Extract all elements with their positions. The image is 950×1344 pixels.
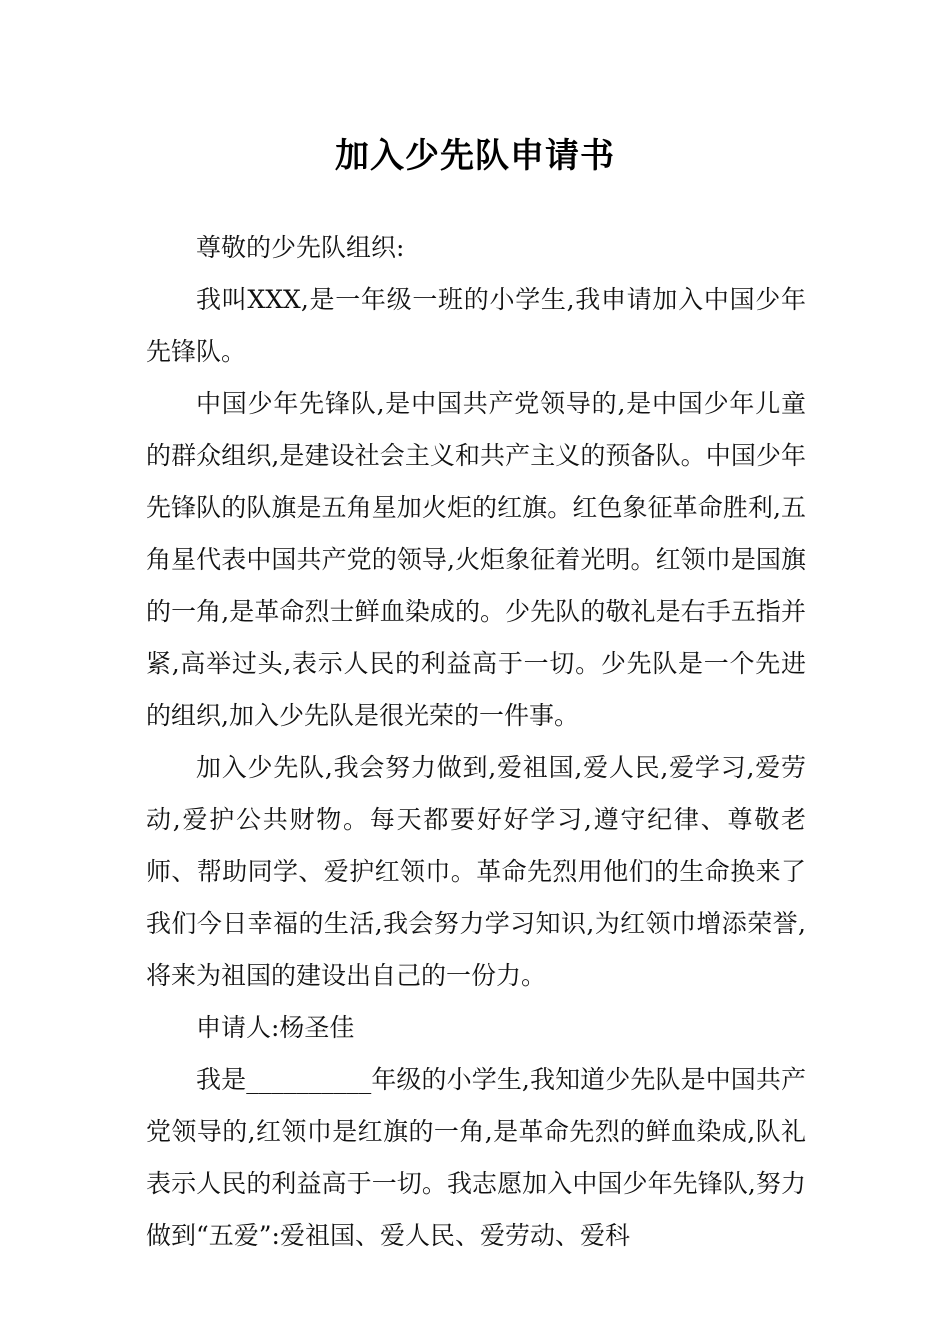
second-letter-prefix: 我是 xyxy=(196,1065,247,1094)
document-body xyxy=(146,222,806,1262)
paragraph-about-pioneers: 中国少年先锋队,是中国共产党领导的,是中国少年儿童的群众组织,是建设社会主义和共产主义的预备队。中国少年先锋队的队旗是五角星加火炬的红旗。红色象征革命胜利,五角星代表中国共产党的领导,火炬象征着光明。红领巾是国旗的一角,是革命烈士鲜血染成的。少先队的敬礼是右手五指并紧,高举过头,表示人民的利益高于一切。少先队是一个先进的组织,加入少先队是很光荣的一件事。 xyxy=(146,389,806,730)
paragraph-intro: 我叫XXX,是一年级一班的小学生,我申请加入中国少年先锋队。 xyxy=(146,285,806,366)
second-letter-paragraph xyxy=(146,1054,806,1262)
salutation: 尊敬的少先队组织: xyxy=(196,233,405,262)
signature-line: 申请人:杨圣佳 xyxy=(196,1013,355,1042)
grade-blank: __________ xyxy=(246,1065,372,1094)
paragraph-commitment: 加入少先队,我会努力做到,爱祖国,爱人民,爱学习,爱劳动,爱护公共财物。每天都要好好学习,遵守纪律、尊敬老师、帮助同学、爱护红领巾。革命先烈用他们的生命换来了我们今日幸福的生活,我会努力学习知识,为红领巾增添荣誉,将来为祖国的建设出自己的一份力。 xyxy=(146,753,806,990)
second-letter-text: 年级的小学生,我知道少先队是中国共产党领导的,红领巾是红旗的一角,是革命先烈的鲜血染成,队礼表示人民的利益高于一切。我志愿加入中国少年先锋队,努力做到“五爱”:爱祖国、爱人民、爱劳动、爱科 xyxy=(146,1065,806,1250)
document-title: 加入少先队申请书 xyxy=(335,136,615,176)
